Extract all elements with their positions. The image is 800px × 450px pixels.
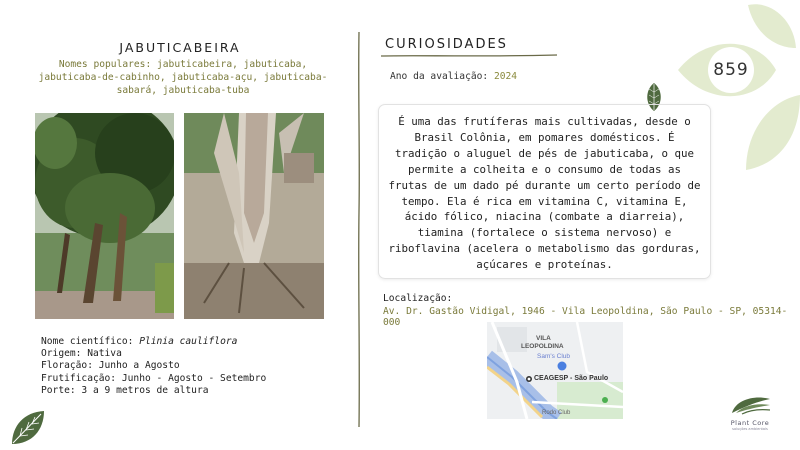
location-map[interactable]: [487, 322, 623, 419]
map-label-road: Rodo Club: [542, 410, 571, 416]
plant-core-logo: [720, 393, 780, 431]
tree-photo-trunk: [184, 113, 324, 319]
map-label-vila: VILA: [536, 335, 551, 342]
curiosity-card: É uma das frutíferas mais cultivadas, desde o Brasil Colônia, em pomares domésticos. É tradição o aluguel de pés de jabuticaba, o que permite a colheita e o consumo de todas as frutas de um dado pé durante um certo período de tempo. Ela é rica em vitamina C, vitamina E, ácido fólico, niacina (combate a diarreia), tiamina (fortalece o sistema nervoso) e riboflavina (acelera o metabolismo das gorduras, açúcares e proteínas.: [378, 104, 711, 279]
scientific-name: Plinia cauliflora: [139, 336, 238, 347]
origin-line: Origem: Nativa: [41, 348, 122, 360]
section-underline: [381, 53, 561, 59]
logo-name: Plant Core: [730, 419, 770, 427]
tree-info-block: [41, 336, 266, 397]
size-line: Porte: 3 a 9 metros de altura: [41, 384, 209, 396]
scientific-name-line: Nome científico: Plinia cauliflora: [41, 336, 238, 347]
map-label-sams: Sam's Club: [537, 353, 571, 360]
popular-names: Nomes populares: jabuticabeira, jabuticaba, jabuticaba-de-cabinho, jabuticaba-açu, jabuticaba-sabará, jabuticaba-tuba: [38, 59, 328, 96]
section-title: CURIOSIDADES: [385, 37, 508, 52]
year-value: 2024: [493, 71, 518, 82]
fruiting-line: Frutificação: Junho - Agosto - Setembro: [41, 372, 267, 384]
tree-title: JABUTICABEIRA: [119, 40, 241, 55]
column-divider: [356, 32, 362, 427]
map-label-leopoldina: LEOPOLDINA: [521, 343, 564, 350]
location-label: Localização:: [383, 293, 453, 304]
tree-number: 859: [713, 60, 749, 80]
logo-tagline: soluções ambientais: [732, 427, 768, 431]
leaf-icon: [8, 408, 48, 448]
location-address[interactable]: Av. Dr. Gastão Vidigal, 1946 - Vila Leopoldina, São Paulo - SP, 05314-000: [383, 306, 788, 328]
map-label-ceagesp: CEAGESP - São Paulo: [534, 375, 609, 382]
flowering-line: Floração: Junho a Agosto: [41, 360, 180, 372]
evaluation-year: Ano da avaliação: 2024: [390, 71, 518, 82]
logo-leaves-icon: [728, 393, 772, 415]
tree-photo-canopy: [35, 113, 174, 319]
